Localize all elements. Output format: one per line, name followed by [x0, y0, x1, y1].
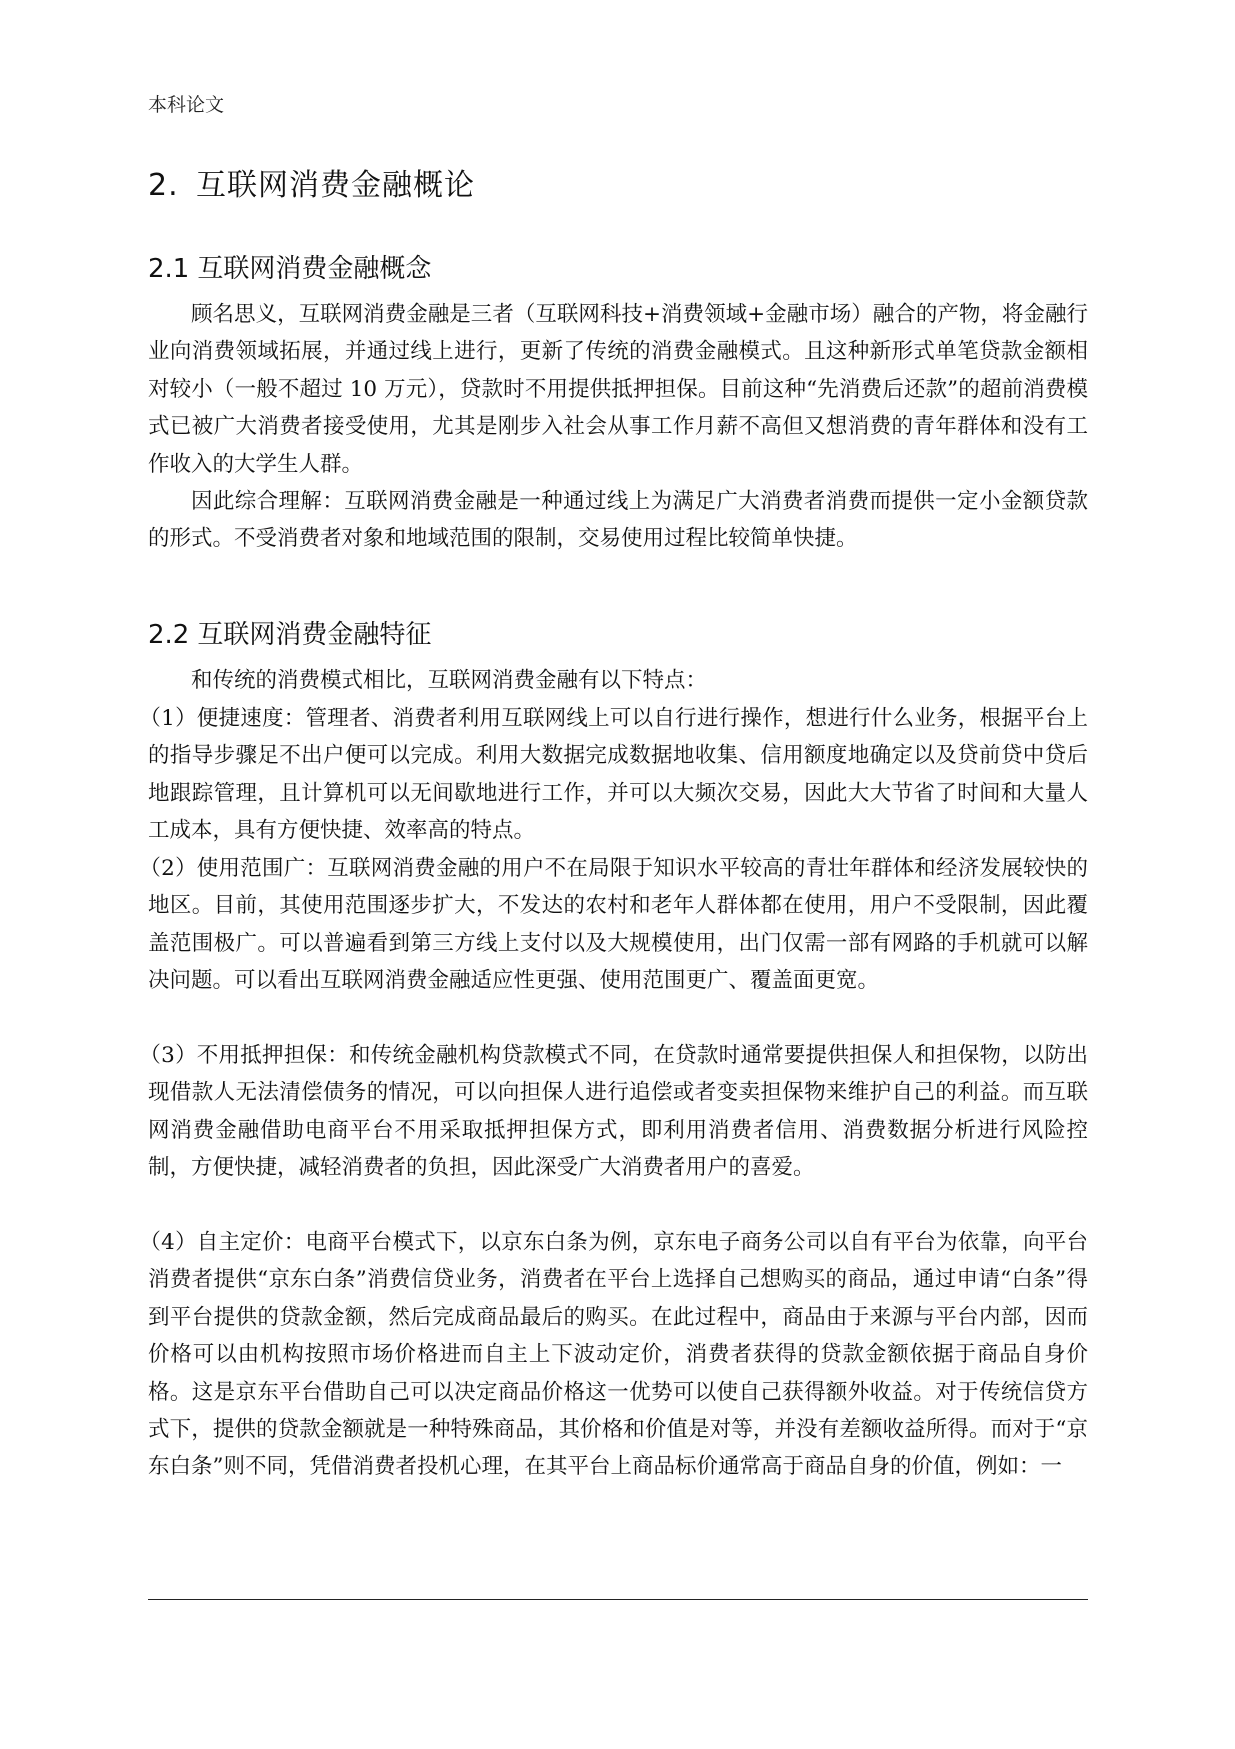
footer-rule [148, 1599, 1088, 1600]
paragraph: 顾名思义，互联网消费金融是三者（互联网科技+消费领域+金融市场）融合的产物，将金融行业向消费领域拓展，并通过线上进行，更新了传统的消费金融模式。且这种新形式单笔贷款金额相对较小（一般不超过 10 万元），贷款时不用提供抵押担保。目前这种“先消费后还款”的超前消费模式已被广大消费者接受使用，尤其是刚步入社会从事工作月薪不高但又想消费的青年群体和没有工作收入的大学生人群。 [148, 302, 1088, 477]
chapter-number: 2. [148, 168, 179, 203]
section-number: 2.2 [148, 620, 190, 650]
list-item: （1）便捷速度：管理者、消费者利用互联网线上可以自行进行操作，想进行什么业务，根据平台上的指导步骤足不出户便可以完成。利用大数据完成数据地收集、信用额度地确定以及贷前贷中贷后地跟踪管理，且计算机可以无间歇地进行工作，并可以大频次交易，因此大大节省了时间和大量人工成本，具有方便快捷、效率高的特点。 [139, 706, 1088, 844]
paragraph: 因此综合理解：互联网消费金融是一种通过线上为满足广大消费者消费而提供一定小金额贷款的形式。不受消费者对象和地域范围的限制，交易使用过程比较简单快捷。 [148, 489, 1088, 552]
chapter-heading [148, 160, 475, 204]
section-title: 互联网消费金融特征 [197, 620, 432, 650]
list-item: （3）不用抵押担保：和传统金融机构贷款模式不同，在贷款时通常要提供担保人和担保物，以防出现借款人无法清偿债务的情况，可以向担保人进行追偿或者变卖担保物来维护自己的利益。而互联网消费金融借助电商平台不用采取抵押担保方式，即利用消费者信用、消费数据分析进行风险控制，方便快捷，减轻消费者的负担，因此深受广大消费者用户的喜爱。 [139, 1043, 1088, 1181]
section-number: 2.1 [148, 254, 190, 284]
list-item: （4）自主定价：电商平台模式下，以京东白条为例，京东电子商务公司以自有平台为依靠，向平台消费者提供“京东白条”消费信贷业务，消费者在平台上选择自己想购买的商品，通过申请“白条”得到平台提供的贷款金额，然后完成商品最后的购买。在此过程中，商品由于来源与平台内部，因而价格可以由机构按照市场价格进而自主上下波动定价，消费者获得的贷款金额依据于商品自身价格。这是京东平台借助自己可以决定商品价格这一优势可以使自己获得额外收益。对于传统信贷方式下，提供的贷款金额就是一种特殊商品，其价格和价值是对等，并没有差额收益所得。而对于“京东白条”则不同，凭借消费者投机心理，在其平台上商品标价通常高于商品自身的价值，例如：一 [139, 1230, 1088, 1480]
list-item: （2）使用范围广：互联网消费金融的用户不在局限于知识水平较高的青壮年群体和经济发展较快的地区。目前，其使用范围逐步扩大，不发达的农村和老年人群体都在使用，用户不受限制，因此覆盖范围极广。可以普遍看到第三方线上支付以及大规模使用，出门仅需一部有网路的手机就可以解决问题。可以看出互联网消费金融适应性更强、使用范围更广、覆盖面更宽。 [139, 856, 1088, 994]
paragraph-intro: 和传统的消费模式相比，互联网消费金融有以下特点： [191, 668, 708, 693]
running-header: 本科论文 [148, 94, 225, 116]
section-heading-2-1 [148, 248, 431, 285]
section-title: 互联网消费金融概念 [197, 254, 432, 284]
section-heading-2-2 [148, 614, 431, 651]
chapter-title: 互联网消费金融概论 [196, 168, 475, 203]
